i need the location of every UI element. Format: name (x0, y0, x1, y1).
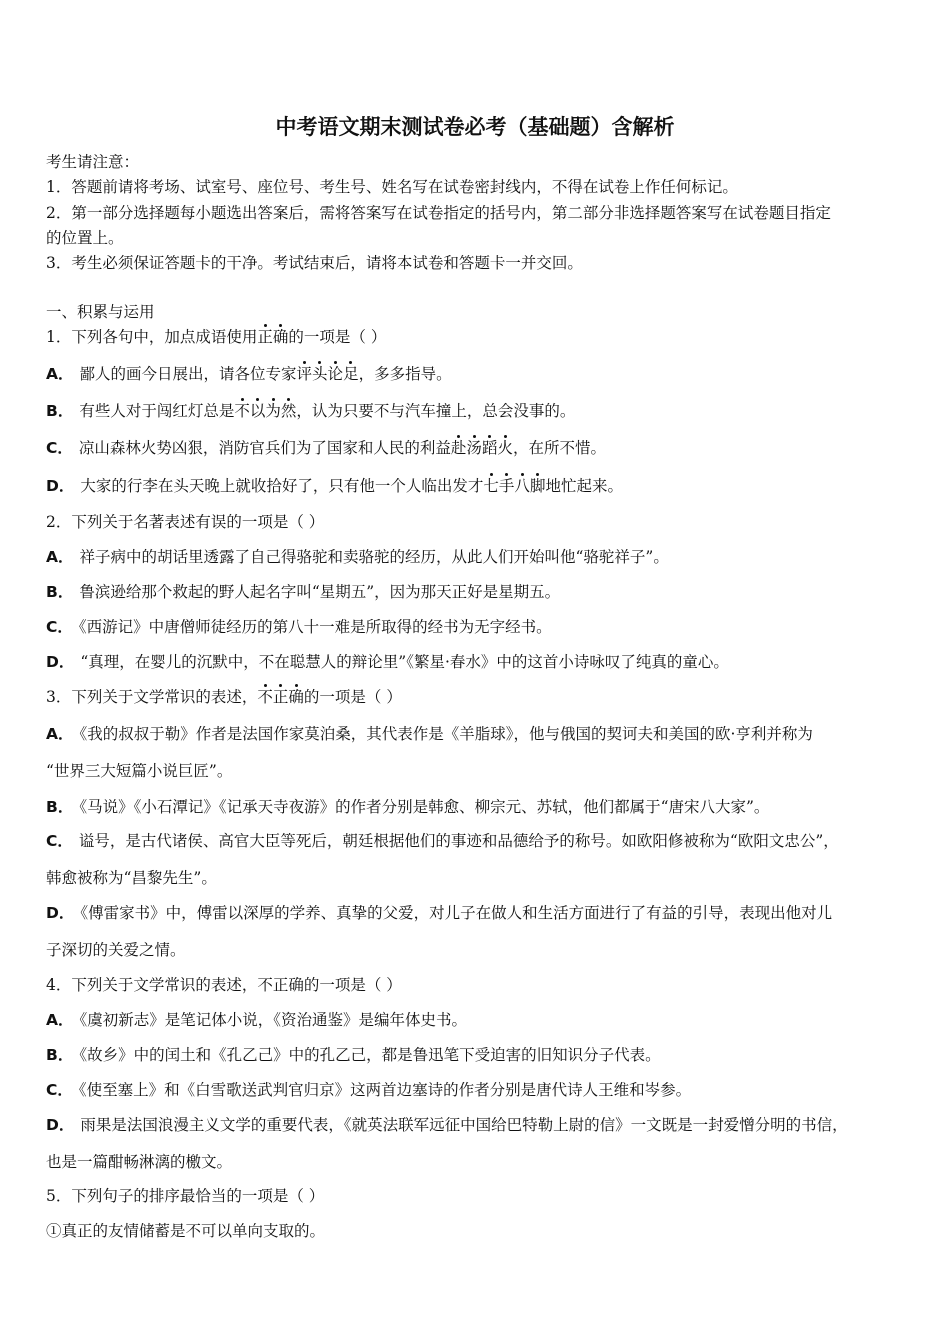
option-label: C． (46, 439, 73, 457)
question-1-option-d (46, 476, 908, 496)
dotted-char: 确 (272, 328, 289, 346)
question-5-sentence-1: ①真正的友情储蓄是不可以单向支取的。 (46, 1222, 326, 1240)
dotted-char: 脚 (529, 477, 546, 495)
notice-item: 2．第一部分选择题每小题选出答案后，需将答案写在试卷指定的括号内，第二部分非选择题答案写在试卷题目指定 (46, 204, 831, 222)
option-label: D． (46, 477, 75, 495)
stem-text: 1．下列各句中，加点成语使用 (46, 328, 258, 346)
dotted-char: 火 (497, 439, 513, 457)
option-text: ，多多指导。 (358, 365, 452, 383)
question-2-option-b (46, 582, 908, 602)
question-3-stem (46, 687, 908, 707)
dotted-char: 论 (327, 365, 344, 383)
question-3-option-a (46, 724, 908, 744)
dotted-char: 手 (498, 477, 515, 495)
option-label: B． (46, 402, 74, 420)
option-text: 谥号，是古代诸侯、高官大臣等死后，朝廷根据他们的事迹和品德给予的称号。如欧阳修被称为“欧阳文忠公”， (78, 832, 839, 850)
dotted-char: 八 (514, 477, 530, 495)
option-text: 鲁滨逊给那个救起的野人起名字叫“星期五”，因为那天正好是星期五。 (79, 583, 561, 601)
question-3-option-c-cont: 韩愈被称为“昌黎先生”。 (46, 869, 217, 887)
notice-item: 的位置上。 (46, 229, 124, 247)
option-text: 《我的叔叔于勒》作者是法国作家莫泊桑，其代表作是《羊脂球》，他与俄国的契诃夫和美国的欧·亨利并称为 (79, 725, 813, 743)
question-3-option-c (46, 831, 908, 851)
question-2-option-c (46, 617, 908, 637)
option-text: 地忙起来。 (545, 477, 623, 495)
option-text: “真理，在婴儿的沉默中，不在聪慧人的辩论里”《繁星·春水》中的这首小诗咏叹了纯真的童心。 (80, 653, 729, 671)
option-text: 凉山森林火势凶狠，消防官兵们为了国家和人民的利益 (78, 439, 451, 457)
option-label: B． (46, 798, 74, 816)
option-text: 雨果是法国浪漫主义文学的重要代表，《就英法联军远征中国给巴特勒上尉的信》一文既是一封爱憎分明的书信， (80, 1116, 848, 1134)
option-label: C． (46, 832, 73, 850)
section-heading: 一、积累与运用 (46, 303, 155, 321)
option-label: A． (46, 548, 74, 566)
stem-text: 的一项是（ ） (303, 688, 402, 706)
option-text: 有些人对于闯红灯总是 (79, 402, 235, 420)
question-1-option-a (46, 364, 908, 384)
option-label: B． (46, 583, 74, 601)
option-text: 《使至塞上》和《白雪歌送武判官归京》这两首边塞诗的作者分别是唐代诗人王维和岑参。 (78, 1081, 692, 1099)
dotted-char: 汤 (466, 439, 482, 457)
option-text: 鄙人的画今日展出，请各位专家 (79, 365, 297, 383)
question-4-option-a (46, 1010, 908, 1030)
dotted-char: 为 (265, 402, 281, 420)
option-text: ，在所不惜。 (512, 439, 606, 457)
question-1-option-c (46, 438, 908, 458)
option-label: A． (46, 365, 74, 383)
question-3-option-d (46, 903, 908, 923)
option-text: 《马说》《小石潭记》《记承天寺夜游》的作者分别是韩愈、柳宗元、苏轼，他们都属于“唐宋八大家”。 (79, 798, 770, 816)
question-5-stem: 5．下列句子的排序最恰当的一项是（ ） (46, 1187, 325, 1205)
option-text: 大家的行李在头天晚上就收拾好了，只有他一个人临出发才 (80, 477, 484, 495)
page-title: 中考语文期末测试卷必考（基础题）含解析 (275, 115, 675, 139)
option-label: D． (46, 1116, 75, 1134)
question-4-option-c (46, 1080, 908, 1100)
option-label: A． (46, 725, 74, 743)
question-2-stem: 2．下列关于名著表述有误的一项是（ ） (46, 513, 325, 531)
option-text: 《西游记》中唐僧师徒经历的第八十一难是所取得的经书为无字经书。 (78, 618, 552, 636)
question-2-option-a (46, 547, 908, 567)
option-text: ，认为只要不与汽车撞上，总会没事的。 (296, 402, 576, 420)
dotted-char: 七 (483, 477, 499, 495)
dotted-char: 正 (272, 688, 289, 706)
dotted-char: 评 (296, 365, 313, 383)
option-text: 《傅雷家书》中，傅雷以深厚的学养、真挚的父爱，对儿子在做人和生活方面进行了有益的引导，表现出他对儿 (80, 904, 833, 922)
dotted-char: 以 (249, 402, 266, 420)
option-label: A． (46, 1011, 74, 1029)
option-text: 《虞初新志》是笔记体小说，《资治通鉴》是编年体史书。 (79, 1011, 468, 1029)
dotted-char: 蹈 (481, 439, 498, 457)
question-1-stem (46, 327, 908, 347)
option-label: C． (46, 618, 73, 636)
question-4-option-d-cont: 也是一篇酣畅淋漓的檄文。 (46, 1153, 233, 1171)
option-label: D． (46, 904, 75, 922)
dotted-char: 不 (234, 402, 250, 420)
dotted-char: 足 (343, 365, 359, 383)
question-4-option-d (46, 1115, 908, 1135)
stem-text: 3．下列关于文学常识的表述， (46, 688, 258, 706)
question-3-option-a-cont: “世界三大短篇小说巨匠”。 (46, 762, 233, 780)
option-label: C． (46, 1081, 73, 1099)
dotted-char: 不 (257, 688, 273, 706)
notice-heading: 考生请注意： (46, 153, 140, 171)
question-3-option-d-cont: 子深切的关爱之情。 (46, 941, 186, 959)
notice-item: 3．考生必须保证答题卡的干净。考试结束后，请将本试卷和答题卡一并交回。 (46, 254, 583, 272)
question-3-option-b (46, 797, 908, 817)
dotted-char: 正 (257, 328, 273, 346)
dotted-char: 赴 (450, 439, 467, 457)
option-text: 祥子病中的胡话里透露了自己得骆驼和卖骆驼的经历，从此人们开始叫他“骆驼祥子”。 (79, 548, 669, 566)
question-2-option-d (46, 652, 908, 672)
question-4-stem: 4．下列关于文学常识的表述，不正确的一项是（ ） (46, 976, 402, 994)
notice-item: 1．答题前请将考场、试室号、座位号、考生号、姓名写在试卷密封线内，不得在试卷上作任何标记。 (46, 178, 738, 196)
stem-text: 的一项是（ ） (288, 328, 387, 346)
dotted-char: 然 (280, 402, 297, 420)
option-label: D． (46, 653, 75, 671)
option-label: B． (46, 1046, 74, 1064)
question-4-option-b (46, 1045, 908, 1065)
dotted-char: 确 (288, 688, 304, 706)
question-1-option-b (46, 401, 908, 421)
option-text: 《故乡》中的闰土和《孔乙己》中的孔乙己，都是鲁迅笔下受迫害的旧知识分子代表。 (79, 1046, 661, 1064)
dotted-char: 头 (312, 365, 328, 383)
